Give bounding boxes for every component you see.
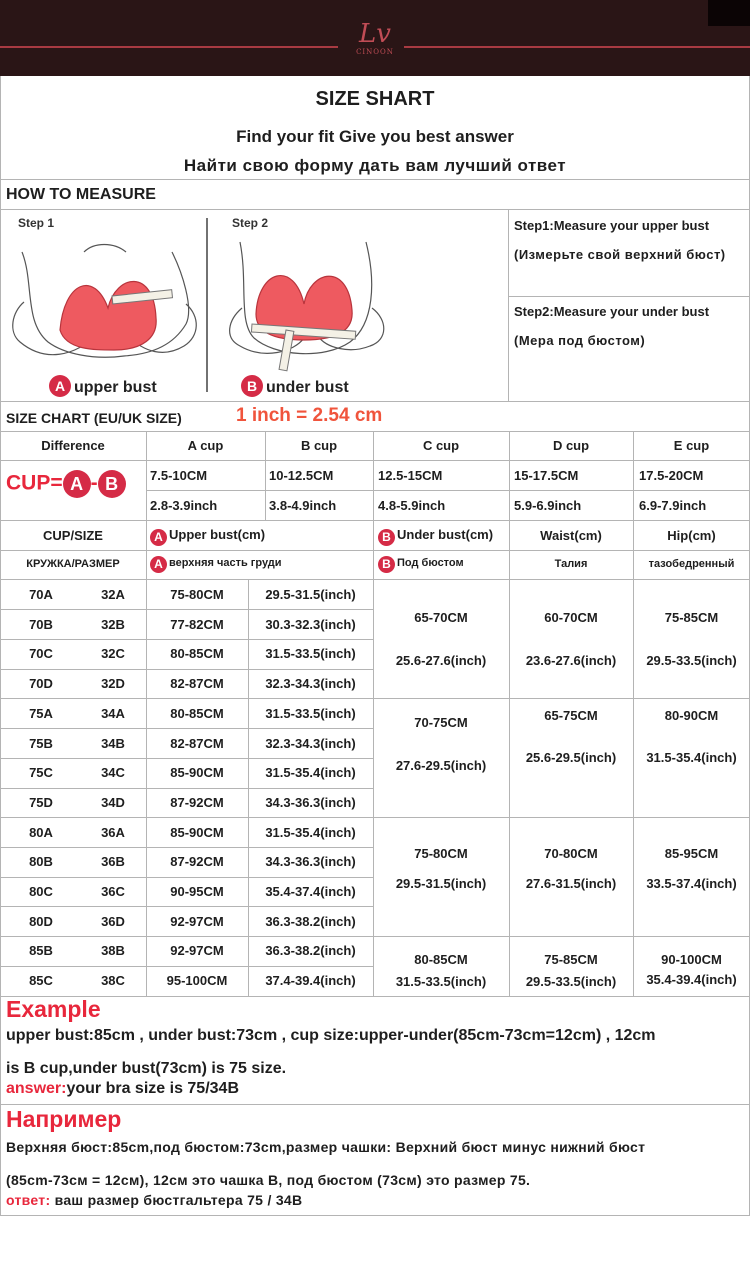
size-eu: 85C (29, 973, 53, 989)
size-uk: 38B (101, 943, 125, 959)
how-to-measure-heading: HOW TO MEASURE (6, 186, 156, 203)
upper-bust-inch: 30.3-32.3(inch) (265, 616, 356, 632)
cup-header-5: E cup (673, 438, 710, 453)
cup-inch-value: 2.8-3.9inch (150, 498, 218, 513)
table-row (0, 617, 373, 637)
waist-inch: 29.5-33.5(inch) (525, 974, 617, 989)
upper-bust-inch: 31.5-33.5(inch) (265, 646, 356, 662)
hip-cm: 85-95CM (664, 846, 719, 861)
table-row (0, 943, 373, 963)
example-ru-line1: Верхняя бюст:85cm,под бюстом:73cm,размер чашки: Верхний бюст минус нижний бюст (6, 1139, 646, 1155)
upper-bust-cm: 92-97CM (170, 943, 224, 959)
upper-bust-cm: 87-92CM (170, 854, 224, 870)
example-en-answer-text: your bra size is 75/34B (66, 1080, 239, 1097)
example-ru-answer-text: ваш размер бюстгальтера 75 / 34B (54, 1192, 303, 1208)
upper-bust-inch: 29.5-31.5(inch) (265, 587, 356, 602)
hip-inch: 31.5-35.4(inch) (646, 750, 737, 765)
step1-text-en: Step1:Measure your upper bust (514, 218, 710, 233)
table-row (0, 587, 373, 607)
cup-header-difference: Difference (41, 438, 105, 453)
step2-text-ru: (Мера под бюстом) (514, 333, 646, 348)
waist-cm: 70-80CM (544, 846, 598, 861)
subtitle-en: Find your fit Give you best answer (236, 127, 514, 146)
brand-logo-mark: Lv (359, 19, 391, 49)
example-ru-title: Например (6, 1106, 122, 1132)
hip-inch: 33.5-37.4(inch) (646, 876, 737, 891)
table-row (0, 914, 373, 934)
letter-b: B (246, 378, 258, 394)
hip-cm: 90-100CM (661, 952, 722, 967)
size-uk: 36C (101, 884, 125, 899)
under-bust-inch: 25.6-27.6(inch) (395, 653, 487, 668)
col-header-under (378, 527, 493, 546)
example-en-title: Example (6, 996, 101, 1022)
col-header-waist: Waist(cm) (540, 528, 602, 543)
upper-bust-cm: 90-95CM (170, 884, 224, 899)
step2-image-label: Step 2 (232, 216, 269, 230)
table-row (0, 736, 373, 756)
measure-illustration (4, 212, 504, 400)
waist-inch: 27.6-31.5(inch) (525, 876, 617, 891)
page-title: SIZE SHART (315, 88, 435, 110)
under-bust-inch: 31.5-33.5(inch) (395, 974, 487, 989)
size-uk: 36D (101, 913, 125, 929)
cup-header-3: C cup (422, 438, 460, 453)
brand-name: CINOON (356, 48, 394, 56)
size-uk: 32D (101, 676, 125, 692)
size-chart-heading: SIZE CHART (EU/UK SIZE) (6, 410, 182, 426)
upper-bust-cm: 77-82CM (170, 616, 224, 632)
col-header-under-ru-label: Под бюстом (397, 557, 464, 569)
cup-cm-value: 17.5-20CM (639, 468, 704, 483)
cup-header-1: A cup (187, 438, 224, 453)
brand-banner (0, 0, 750, 76)
table-row (0, 884, 373, 904)
subtitle-ru: Найти свою форму дать вам лучший ответ (183, 156, 567, 175)
col-header-cup-size: CUP/SIZE (43, 528, 103, 543)
example-ru-answer (6, 1192, 302, 1208)
size-uk: 34A (101, 705, 125, 721)
cup-formula-prefix: CUP= (6, 471, 63, 495)
upper-bust-cm: 95-100CM (166, 973, 228, 989)
upper-bust-cm: 75-80CM (170, 587, 224, 602)
example-en-answer-label: answer: (6, 1080, 67, 1097)
cup-inch-value: 3.8-4.9inch (269, 498, 337, 513)
size-eu: 80C (29, 884, 53, 899)
upper-bust-cm: 92-97CM (170, 913, 224, 929)
cup-inch-value: 4.8-5.9inch (378, 498, 446, 513)
cup-cm-value: 12.5-15CM (378, 468, 443, 483)
under-bust-inch: 27.6-29.5(inch) (395, 758, 487, 773)
cup-header-4: D cup (552, 438, 590, 453)
cup-cm-value: 7.5-10CM (150, 468, 208, 483)
col-header-waist-ru: Талия (554, 558, 588, 570)
table-row (0, 676, 373, 696)
upper-bust-cm: 82-87CM (170, 735, 224, 751)
table-row (0, 765, 373, 785)
size-uk: 32C (101, 646, 125, 662)
example-en-line1: upper bust:85cm , under bust:73cm , cup size:upper-under(85cm-73cm=12cm) , 12cm (6, 1027, 656, 1044)
table-row (0, 973, 373, 993)
size-eu: 75C (29, 765, 53, 781)
upper-bust-inch: 31.5-35.4(inch) (265, 765, 356, 781)
under-bust-cm: 75-80CM (414, 846, 468, 861)
upper-bust-inch: 31.5-35.4(inch) (265, 824, 356, 840)
bra-step1 (60, 281, 156, 350)
col-header-cup-size-ru: КРУЖКА/РАЗМЕР (26, 558, 120, 570)
hip-inch: 29.5-33.5(inch) (646, 653, 737, 668)
example-en-line2: is B cup,under bust(73cm) is 75 size. (6, 1060, 287, 1077)
banner-rule-right (404, 46, 750, 48)
table-row (0, 795, 373, 815)
cup-inch-value: 6.9-7.9inch (639, 498, 707, 513)
table-row (0, 646, 373, 666)
size-uk: 34D (101, 794, 125, 810)
under-letter-icon: B (378, 529, 395, 546)
example-en-answer (6, 1080, 239, 1098)
size-eu: 70C (29, 646, 53, 662)
col-header-upper-ru (150, 556, 282, 573)
banner-rule-left (0, 46, 338, 48)
step1-text-ru: (Измерьте свой верхний бюст) (514, 247, 726, 262)
upper-bust-inch: 36.3-38.2(inch) (265, 913, 356, 929)
size-uk: 32A (101, 587, 125, 602)
table-row (0, 706, 373, 726)
size-eu: 85B (29, 943, 53, 959)
table-row (0, 854, 373, 874)
under-letter-icon-ru: B (378, 556, 395, 573)
under-bust-cm: 65-70CM (414, 610, 468, 625)
col-header-upper-label: Upper bust(cm) (169, 527, 266, 542)
size-eu: 75D (29, 794, 53, 810)
cup-formula-b: B (98, 470, 126, 498)
waist-inch: 23.6-27.6(inch) (525, 653, 617, 668)
brand-logo (345, 20, 405, 56)
table-row (0, 825, 373, 845)
upper-bust-inch: 35.4-37.4(inch) (265, 884, 356, 899)
upper-bust-cm: 85-90CM (170, 765, 224, 781)
inch-conversion-note: 1 inch = 2.54 cm (236, 405, 383, 426)
size-eu: 80B (29, 854, 53, 870)
waist-cm: 65-75CM (544, 708, 598, 723)
upper-bust-cm: 87-92CM (170, 794, 224, 810)
size-eu: 70A (29, 587, 53, 602)
upper-letter-icon: A (150, 529, 167, 546)
size-eu: 80A (29, 824, 53, 840)
upper-bust-cm: 80-85CM (170, 705, 224, 721)
upper-bust-inch: 36.3-38.2(inch) (265, 943, 356, 959)
example-ru-answer-label: ответ: (6, 1192, 51, 1208)
under-bust-label: under bust (266, 379, 349, 396)
hip-cm: 80-90CM (664, 708, 719, 723)
cup-formula-a: A (63, 470, 91, 498)
hip-inch: 35.4-39.4(inch) (646, 972, 737, 987)
under-bust-cm: 80-85CM (414, 952, 468, 967)
col-header-upper-ru-label: верхняя часть груди (169, 557, 282, 569)
upper-bust-inch: 34.3-36.3(inch) (265, 854, 356, 870)
size-uk: 38C (101, 973, 125, 989)
size-eu: 80D (29, 913, 53, 929)
size-uk: 32B (101, 616, 125, 632)
example-ru-line2: (85cm-73cм = 12cм), 12cм это чашка B, под бюстом (73cм) это размер 75. (6, 1172, 531, 1188)
upper-bust-cm: 82-87CM (170, 676, 224, 692)
cup-cm-value: 10-12.5CM (269, 468, 334, 483)
upper-bust-inch: 31.5-33.5(inch) (265, 705, 356, 721)
col-header-hip: Hip(cm) (667, 528, 716, 543)
step1-image-label: Step 1 (18, 216, 55, 230)
cup-inch-value: 5.9-6.9inch (514, 498, 582, 513)
measure-figures (4, 212, 504, 400)
waist-cm: 60-70CM (544, 610, 598, 625)
upper-bust-inch: 32.3-34.3(inch) (265, 676, 356, 692)
cup-formula (6, 470, 126, 498)
under-bust-cm: 70-75CM (414, 715, 468, 730)
letter-a: A (54, 378, 66, 394)
size-uk: 34B (101, 735, 125, 751)
waist-inch: 25.6-29.5(inch) (525, 750, 617, 765)
col-header-under-ru (378, 556, 464, 573)
step2-text-en: Step2:Measure your under bust (514, 304, 710, 319)
size-eu: 75B (29, 735, 53, 751)
banner-corner (708, 0, 750, 26)
col-header-hip-ru: тазобедренный (648, 558, 735, 570)
upper-bust-inch: 34.3-36.3(inch) (265, 794, 356, 810)
waist-cm: 75-85CM (544, 952, 598, 967)
hip-cm: 75-85CM (664, 610, 719, 625)
cup-cm-value: 15-17.5CM (514, 468, 579, 483)
upper-bust-cm: 85-90CM (170, 824, 224, 840)
upper-bust-label: upper bust (74, 379, 157, 396)
size-eu: 70B (29, 616, 53, 632)
col-header-under-label: Under bust(cm) (397, 527, 494, 542)
cup-formula-dash: - (90, 471, 98, 495)
upper-bust-cm: 80-85CM (170, 646, 224, 662)
size-uk: 34C (101, 765, 125, 781)
under-bust-inch: 29.5-31.5(inch) (395, 876, 487, 891)
cup-header-2: B cup (300, 438, 338, 453)
size-eu: 75A (29, 705, 53, 721)
upper-bust-inch: 37.4-39.4(inch) (265, 973, 356, 989)
size-eu: 70D (29, 676, 53, 692)
col-header-upper (150, 527, 265, 546)
size-uk: 36A (101, 824, 125, 840)
size-uk: 36B (101, 854, 125, 870)
upper-bust-inch: 32.3-34.3(inch) (265, 735, 356, 751)
upper-letter-icon-ru: A (150, 556, 167, 573)
